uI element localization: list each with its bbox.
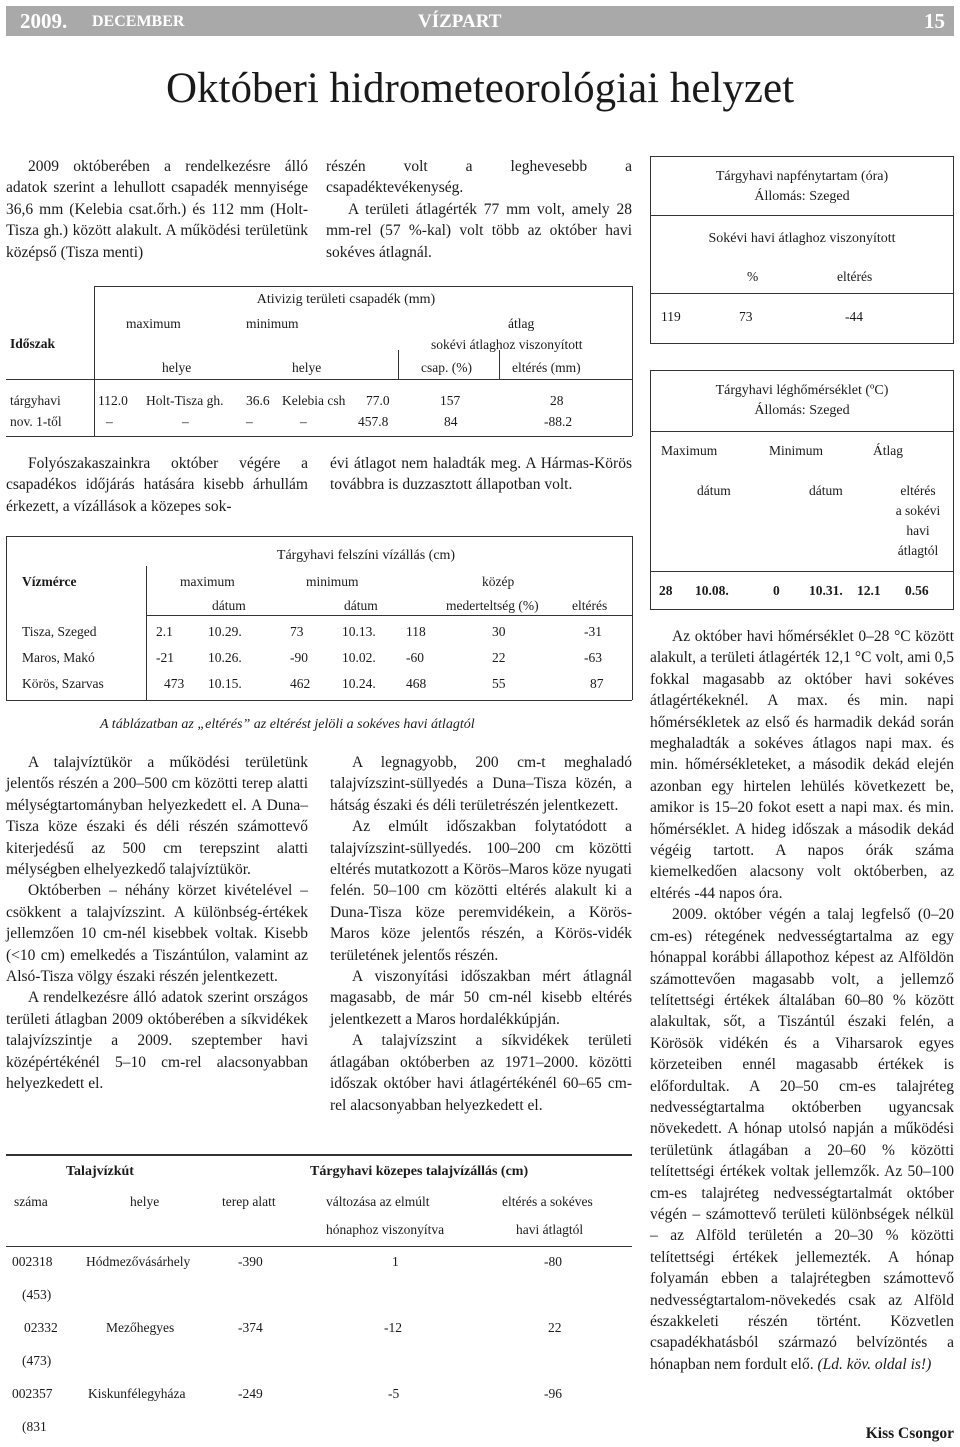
water-h-min: minimum [306, 574, 359, 589]
temp-station: Állomás: Szeged [754, 403, 850, 418]
temp-h-dev1: eltérés [900, 483, 936, 498]
temp-h-dev2: a sokévi [895, 503, 941, 518]
river-continued: évi átlagot nem haladták meg. A Hármas-Körös továbbra is duzzasztott állapotban volt. [330, 455, 632, 494]
ground-h-depth: terep alatt [222, 1194, 276, 1209]
water-h-date1: dátum [212, 598, 246, 613]
ground-h-loc: helye [130, 1194, 160, 1209]
temp-h-date2: dátum [809, 483, 843, 498]
sun-station: Állomás: Szeged [754, 189, 850, 204]
groundwater-column-2: A legnagyobb, 200 cm-t meghaladó talajvízszint-süllyedés a Duna–Tisza közén, a hátság északi és déli területrészén jelentkezett. Az elmúlt időszakban folytatódott a talajvízszint-süllyedés. 100–200 cm közötti eltérés mutatkozott a Körös–Maros köze nyugati felén. 50–100 cm közötti eltérés alakult ki a Duna-Tisza köze peremvidékein, a Körös-Maros köze jelentős részén, a Körös-vidék területének jelentős részén. A viszonyítási időszakban mért átlagnál magasabb, de már 50 cm-nél kisebb eltérés jelentkezett a Maros hordalékkúpján. A talajvízszint a síkvidékek területi átlagában októberben az 1971–2000. közötti időszak október havi átlagértékénél 60–65 cm-rel alacsonyabban helyezkedett el. [330, 754, 632, 1114]
water-level-table: Tárgyhavi felszíni vízállás (cm) Vízmérce maximum minimum közép dátum dátum mederteltség (%) eltérés Tisza, Szeged 2.1 10.29. 73 10.13. 118 30 -31 Maros, Makó -21 10.26. -90 10.02. -60 22 -63 Körös, Szarvas 473 10.15. 462 10.24. 468 55 87 [6, 536, 632, 700]
precip-h-loc2: helye [292, 360, 322, 375]
precip-title: Ativizig területi csapadék (mm) [256, 292, 436, 307]
water-h-date2: dátum [344, 598, 378, 613]
water-title: Tárgyhavi felszíni vízállás (cm) [276, 548, 456, 563]
temp-title: Tárgyhavi léghőmérséklet (ºC) [715, 383, 889, 398]
ground-title-right: Tárgyhavi közepes talajvízállás (cm) [310, 1164, 529, 1179]
precip-h-pct: csap. (%) [421, 360, 472, 375]
ground-h-chg2: hónaphoz viszonyítva [326, 1222, 445, 1237]
page-title: Októberi hidrometeorológiai helyzet [165, 65, 795, 112]
sun-value-diff: -44 [845, 309, 863, 324]
precip-period-label: Időszak [10, 336, 56, 351]
temp-max-date: 10.08. [695, 583, 729, 598]
temperature-column: Az október havi hőmérséklet 0–28 °C között alakult, a területi átlagérték 12,1 °C volt, ami 0,5 fokkal magasabb az október havi sokéves átlagértékeknél. A max. és min. napi hőmérsékletek az első és harmadik dekád során meghaladták a sokéves átlagos napi max. és min. hőmérsékleteket, a második dekád elején azonban egy hirtelen lehülés következett be, amikor is 15–20 fokot esett a napi max. és min. hőmérséklet. A hideg időszak a második dekád végéig tartott. A napos órák száma kiemelkedően alacsony volt októberben, az eltérés -44 napos óra. 2009. október végén a talaj legfelső (0–20 cm-es) rétegének nedvességtartalma az egy hónappal korábbi állapothoz képest az Alföldön számottevően magasabb volt, a jellemző telítettségi értékek általában 60–80 % között alakultak, sőt, a Tiszántúl északi felén, a Körösök vidékén és a Viharsarok egyes körzeteiben ennél magasabb értékek is előfordultak. A 20–50 cm-es talajréteg nedvességtartalma októberben ugyancsak növekedett. A hónap utolsó napján a működési területünk átlagában a 20–60 % közötti telítettségi értékek voltak jellemzők. Az 50–100 cm-es talajréteg nedvességtartalmát október végén – számottevő területi különbségek nélkül – az Alföld területén a 20–30 % közötti telítettségi értékek jellemezték. A hónap folyamán ebben a talajrétegben számottevő nedvességtartalom-növekedés csak az Alföld északkeleti részén történt. Közvetlen csapadékhatásból származó belvízöntés a hónapban nem fordult elő. (Ld. köv. oldal is!) [650, 628, 954, 1373]
water-table-caption: A táblázatban az „eltérés” az eltérést jelöli a sokéves havi átlagtól [100, 717, 475, 732]
temp-h-min: Minimum [769, 443, 824, 458]
intro-paragraph: 2009 októberében a rendelkezésre álló adatok szerint a lehullott csapadék mennyisége 36,6 mm (Kelebia csat.őrh.) és 112 mm (Holt-Tisza gh.) között alakult. A működési területünk középső (Tisza menti) [6, 158, 308, 261]
temperature-table [650, 370, 954, 610]
temp-h-date1: dátum [697, 483, 731, 498]
ground-h-chg1: változása az elmúlt [326, 1194, 430, 1209]
header-month: DECEMBER [92, 13, 185, 30]
groundwater-table: Talajvízkút Tárgyhavi közepes talajvízállás (cm) száma helye terep alatt változása az elmúlt hónaphoz viszonyítva eltérés a sokéves havi átlagtól 002318 (453) Hódmezővásárhely -390 1 -80 02332 (473) Mezőhegyes -374 -12 22 002357 (831 Kiskunfélegyháza -249 -5 -96 [6, 1154, 632, 1444]
header-journal: VÍZPART [418, 11, 502, 32]
water-h-max: maximum [180, 574, 235, 589]
water-gauge-label: Vízmérce [22, 574, 77, 589]
page-header [6, 6, 954, 36]
temp-h-avg: Átlag [873, 443, 903, 458]
water-h-diff: eltérés [572, 598, 608, 613]
intro-continued: részén volt a leghevesebb a csapadéktevékenység. A területi átlagérték 77 mm volt, amely 28 mm-rel (57 %-kal) volt több az október havi sokéves átlagnál. [326, 158, 632, 261]
sun-h-pct: % [747, 269, 759, 284]
temp-h-dev4: átlagtól [897, 543, 939, 558]
water-h-mid: közép [482, 574, 515, 589]
sun-value-hours: 119 [661, 309, 681, 324]
temp-avg: 12.1 [857, 583, 881, 598]
temp-min-date: 10.31. [809, 583, 843, 598]
continued-note: (Ld. köv. oldal is!) [817, 1355, 932, 1373]
ground-h-num: száma [14, 1194, 48, 1209]
precip-h-diff: eltérés (mm) [512, 360, 581, 375]
precip-h-loc1: helye [162, 360, 192, 375]
temp-deviation: 0.56 [905, 583, 929, 598]
groundwater-column-1: A talajvíztükör a működési területünk jelentős részén a 200–500 cm közötti terep alatti mélységtartományban helyezkedett el. A Duna–Tisza köze északi és déli részén számottevő kiterjedésű az 500 cm terepszint alatti mélységben elhelyezkedő talajvíztükör. Októberben – néhány körzet kivételével – csökkent a talajvízszint. A különbség-értékek jellemzően 10 cm-nél kisebbek voltak. Kisebb (<10 cm) emelkedés a Tiszántúlon, valamint az Alsó-Tisza völgy északi részén jelentkezett. A rendelkezésre álló adatok szerint országos területi átlagban 2009 októberében a síkvidékek talajvízszintje a 2009. szeptember havi középértékénél 5–10 cm-rel alacsonyabban helyezkedett el. [6, 754, 308, 1093]
sunshine-table [650, 156, 954, 344]
precip-h-min: minimum [246, 316, 299, 331]
sun-title: Tárgyhavi napfénytartam (óra) [715, 169, 889, 184]
header-page-number: 15 [924, 9, 945, 33]
precip-h-max: maximum [126, 316, 181, 331]
sun-value-pct: 73 [739, 309, 753, 324]
precip-h-avg: átlag [508, 316, 535, 331]
temp-max: 28 [659, 583, 673, 598]
author-signature: Kiss Csongor [865, 1425, 954, 1442]
water-h-pct: mederteltség (%) [446, 598, 539, 613]
temp-min: 0 [773, 583, 780, 598]
sun-h-diff: eltérés [837, 269, 873, 284]
river-paragraph: Folyószakaszainkra október végére a csapadékos időjárás hatására kisebb árhullám érkezett, a vízállások a közepes sok- [6, 455, 308, 515]
ground-h-dev1: eltérés a sokéves [502, 1194, 593, 1209]
precipitation-table: Ativizig területi csapadék (mm) maximum minimum átlag Időszak sokévi átlaghoz viszonyított helye helye csap. (%) eltérés (mm) tárgyhavi 112.0 Holt-Tisza gh. 36.6 Kelebia csh 77.0 157 28 nov. 1-től – – – – 457.8 84 -88.2 [6, 286, 632, 436]
temp-h-max: Maximum [661, 443, 718, 458]
sun-subtitle: Sokévi havi átlaghoz viszonyított [708, 231, 896, 246]
temp-h-dev3: havi [906, 523, 930, 538]
header-year: 2009. [20, 9, 68, 33]
ground-title-left: Talajvízkút [66, 1164, 134, 1179]
precip-h-ref: sokévi átlaghoz viszonyított [431, 337, 583, 352]
ground-h-dev2: havi átlagtól [516, 1222, 584, 1237]
